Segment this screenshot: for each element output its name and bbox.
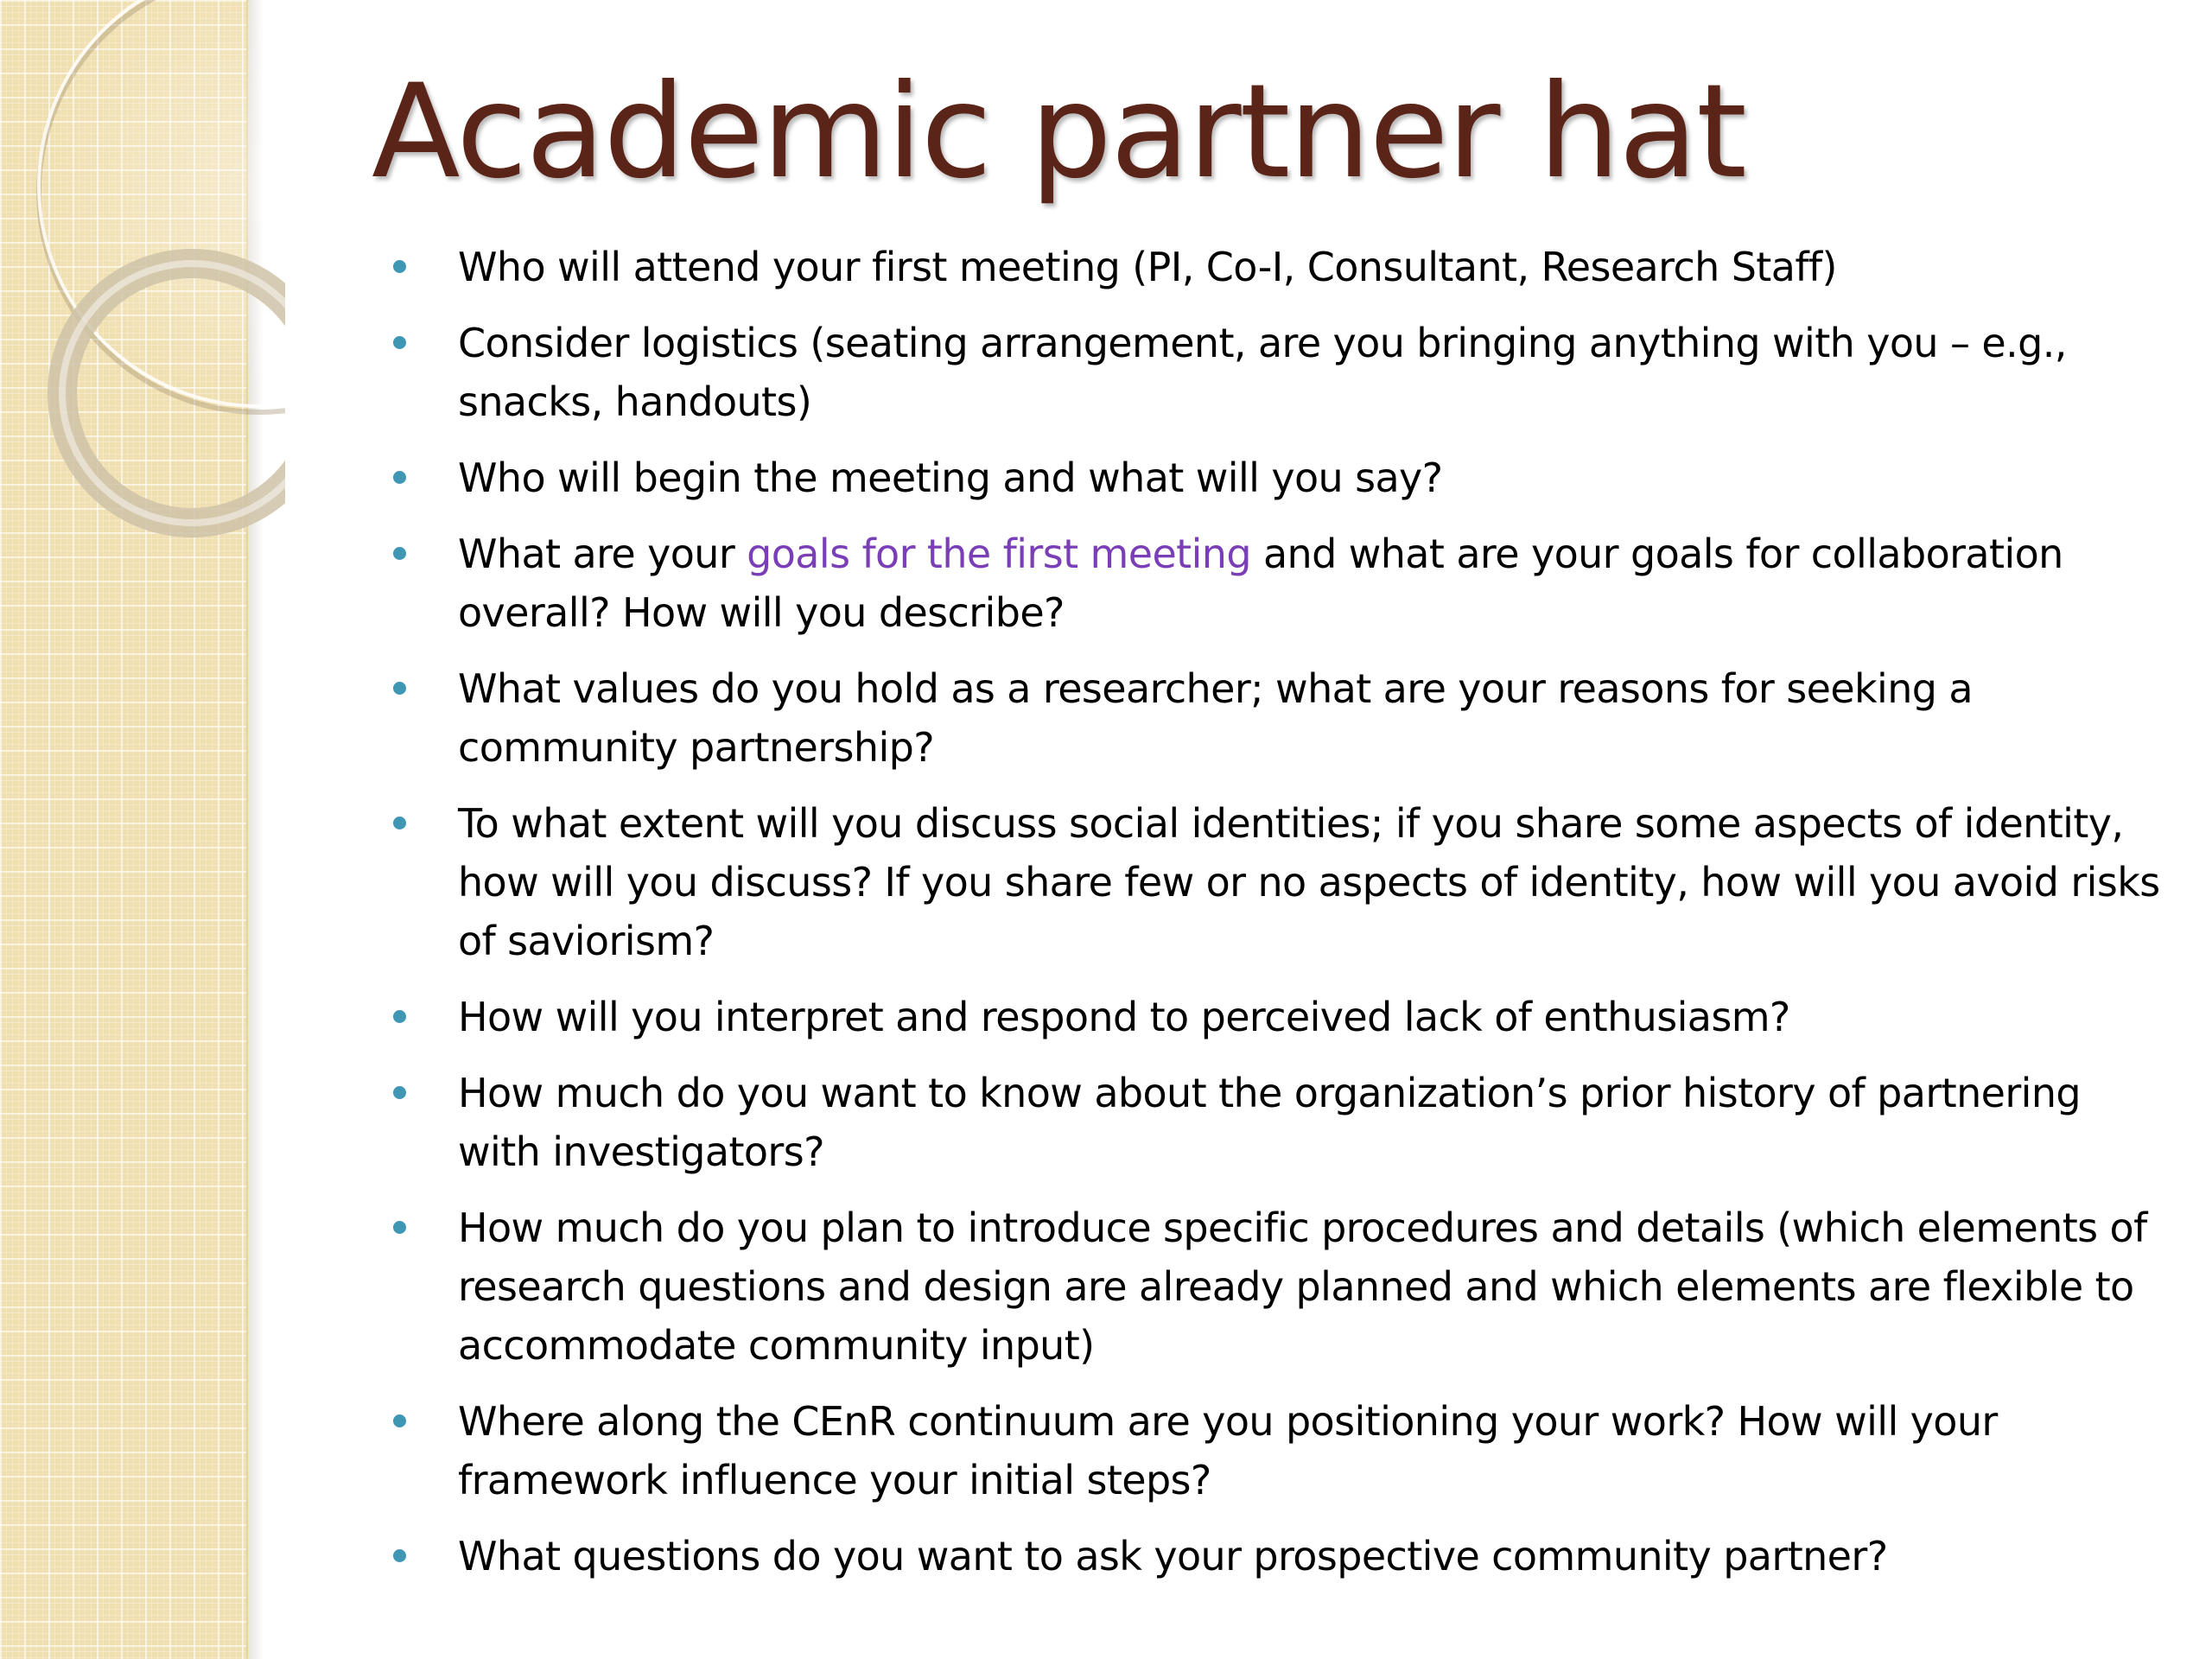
bullet-dot-icon — [393, 817, 406, 830]
bullet-dot-icon — [393, 682, 406, 695]
bullet-dot-icon — [393, 1414, 406, 1427]
bullet-text: What values do you hold as a researcher; what are your reasons for seeking a community partnership? — [458, 665, 1974, 771]
bullet-item — [380, 988, 2160, 1046]
bullet-text: How much do you plan to introduce specific procedures and details (which elements of research questions and design are already planned and which elements are flexible to accommodate community input) — [458, 1205, 2147, 1369]
bullet-text: Who will attend your first meeting (PI, Co-I, Consultant, Research Staff) — [458, 244, 1837, 290]
bullet-item — [380, 314, 2160, 431]
decorative-rings-graphic — [0, 0, 285, 553]
bullet-dot-icon — [393, 1010, 406, 1023]
bullet-item — [380, 659, 2160, 777]
bullet-text-pre: What are your — [458, 531, 747, 577]
bullet-text: Consider logistics (seating arrangement, are you bringing anything with you – e.g., snacks, handouts) — [458, 320, 2067, 425]
bullet-text-post: and what are your goals for collaboration overall? How will you describe? — [458, 531, 2063, 636]
bullet-item — [380, 1392, 2160, 1510]
bullet-item — [380, 1527, 2160, 1586]
bullet-text: To what extent will you discuss social identities; if you share some aspects of identity, how will you discuss? If you share few or no aspects of identity, how will you avoid risks of saviorism? — [458, 800, 2160, 964]
bullet-item — [380, 238, 2160, 296]
bullet-item — [380, 448, 2160, 507]
bullet-dot-icon — [393, 1549, 406, 1562]
bullet-dot-icon — [393, 260, 406, 273]
bullet-list — [380, 238, 2160, 1603]
bullet-text: Where along the CEnR continuum are you positioning your work? How will your framework influence your initial steps? — [458, 1398, 1998, 1503]
bullet-dot-icon — [393, 1086, 406, 1099]
bullet-dot-icon — [393, 336, 406, 349]
slide-title: Academic partner hat — [372, 57, 1745, 207]
bullet-item — [380, 1064, 2160, 1181]
bullet-text: What questions do you want to ask your prospective community partner? — [458, 1533, 1888, 1580]
bullet-item — [380, 524, 2160, 642]
bullet-item — [380, 794, 2160, 970]
bullet-dot-icon — [393, 471, 406, 484]
bullet-text: Who will begin the meeting and what will you say? — [458, 454, 1443, 501]
bullet-text: How will you interpret and respond to perceived lack of enthusiasm? — [458, 994, 1790, 1040]
bullet-dot-icon — [393, 547, 406, 560]
bullet-text: How much do you want to know about the organization’s prior history of partnering with investigators? — [458, 1070, 2082, 1175]
bullet-item — [380, 1198, 2160, 1375]
bullet-dot-icon — [393, 1221, 406, 1234]
highlighted-phrase: goals for the first meeting — [747, 531, 1251, 577]
